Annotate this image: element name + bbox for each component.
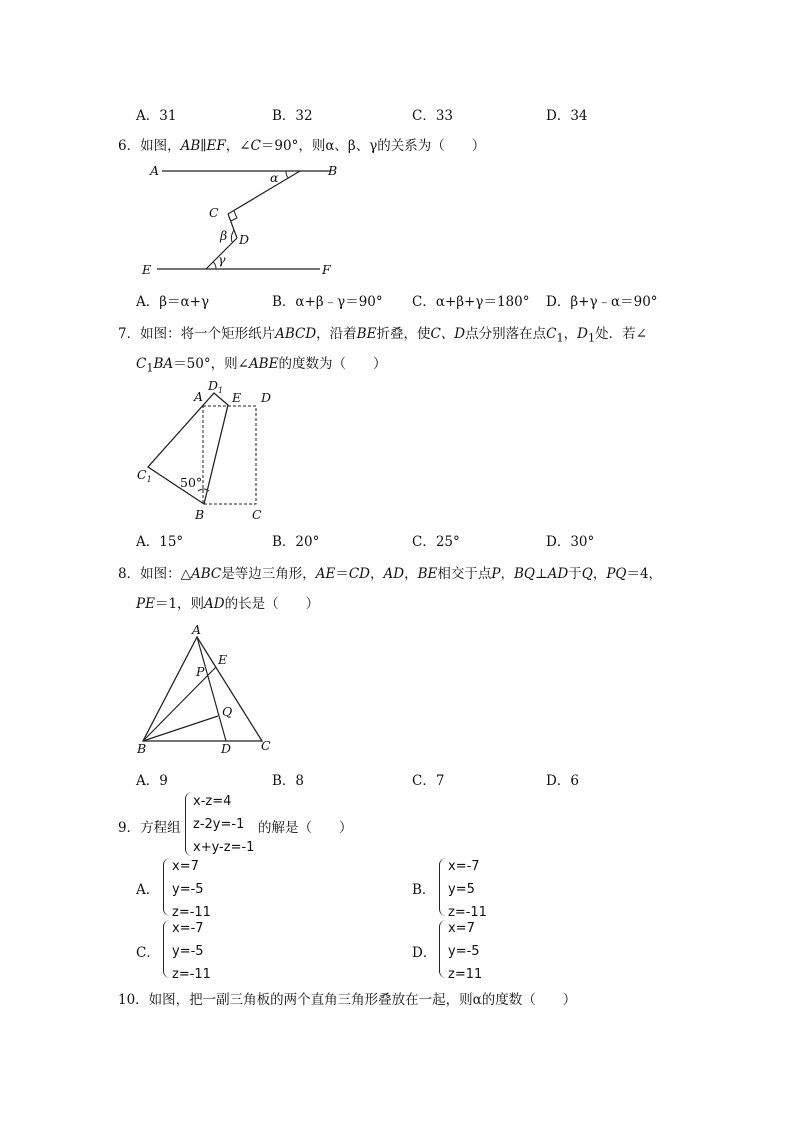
q7-label-angle: 50° (180, 475, 203, 490)
q8-stem-line1 (118, 562, 662, 582)
q8-text: ＝4， (626, 566, 663, 582)
q8-label-a: A (192, 622, 202, 637)
q9-option-b-y: y=5 (448, 882, 475, 897)
q8-text: ⊥ (534, 566, 548, 582)
q9-eq-2: z-2y=-1 (193, 817, 245, 832)
q6-right-angle-mark (231, 211, 237, 221)
q7-label-e: E (232, 390, 242, 405)
q8-label-p: P (196, 664, 205, 679)
q9-option-a-y: y=-5 (172, 882, 204, 897)
q8-be: BE (417, 566, 438, 582)
q8-text: 相交于点 (437, 566, 492, 582)
q8-label-q: Q (222, 704, 233, 719)
q9-eq-1: x-z=4 (193, 794, 232, 809)
q8-text: 于 (568, 566, 582, 582)
q9-option-a-x: x=7 (172, 859, 199, 874)
q9-option-b-x: x=-7 (448, 859, 480, 874)
q7-figure (130, 375, 290, 525)
q8-text: ＝1，则 (154, 596, 205, 612)
q7-label-d1 (207, 378, 223, 395)
q7-text: ＝50°，则∠ (173, 356, 249, 372)
q7-sub: 1 (146, 361, 154, 375)
q6-figure (140, 160, 350, 280)
q8-text: 的长是（ ） (224, 596, 320, 612)
q9-option-d-label: D． (412, 945, 437, 961)
q8-label-b: B (137, 741, 147, 756)
q7-stem-line2 (136, 352, 386, 375)
q7-text: 折叠，使 (376, 326, 431, 342)
q6-parallel: AB∥EF (180, 138, 226, 154)
q8-ad: AD (204, 596, 225, 612)
q7-label-d1-sub: 1 (218, 386, 224, 395)
q8-label-d: D (221, 741, 232, 756)
q6-option-b: B．α+β﹣γ＝90° (272, 294, 383, 310)
q8-bq: BQ (513, 566, 535, 582)
q6-label-c: C (209, 205, 219, 220)
q8-ad: AD (383, 566, 405, 582)
q8-triangle-abc (143, 637, 262, 741)
q7-abcd: ABCD (275, 326, 317, 342)
q7-label-c1 (137, 467, 152, 484)
q7-text: 处．若∠ (595, 326, 647, 342)
q6-label-alpha: α (270, 170, 279, 185)
q7-sub: 1 (556, 331, 564, 345)
q7-rect-abcd (203, 406, 256, 504)
q9-option-c-brace (163, 920, 170, 978)
q8-text: ＝ (335, 566, 349, 582)
q7-text: 点分别落在点 (465, 326, 547, 342)
q5-option-b: B．32 (272, 108, 313, 124)
q7-option-d: D．30° (546, 534, 595, 550)
q5-option-d: D．34 (546, 108, 588, 124)
q7-abe: ABE (248, 356, 279, 372)
q7-label-c: C (252, 507, 262, 522)
q9-option-a-brace (163, 858, 170, 916)
q9-option-c-label: C． (136, 945, 160, 961)
q9-option-d-y: y=-5 (448, 944, 480, 959)
q8-abc: ABC (190, 566, 222, 582)
q7-label-d1-letter: D (208, 378, 219, 393)
q7-sub: 1 (587, 331, 596, 345)
q8-option-d: D．6 (546, 773, 579, 789)
q9-option-b-label: B． (412, 882, 436, 898)
q9-option-d-z: z=11 (448, 967, 483, 982)
q6-prefix: 6．如图， (118, 138, 181, 154)
q8-pe: PE (136, 596, 155, 612)
q8-label-e: E (218, 652, 228, 667)
q7-stem-line1 (118, 322, 647, 345)
q8-text: ， (500, 566, 514, 582)
q8-option-a: A．9 (136, 773, 168, 789)
q8-label-c: C (261, 738, 271, 753)
q7-option-c: C．25° (412, 534, 460, 550)
q8-figure (134, 620, 284, 760)
q9-option-b-brace (439, 858, 446, 916)
q8-ae: AE (315, 566, 336, 582)
q7-text: 的度数为（ ） (278, 356, 387, 372)
q6-label-d: D (239, 232, 250, 247)
q10-stem: 10．如图，把一副三角板的两个直角三角形叠放在一起，则α的度数（ ） (118, 992, 577, 1008)
q6-option-a: A．β＝α+γ (136, 294, 210, 310)
q8-text: ， (404, 566, 418, 582)
q7-label-b: B (195, 507, 205, 522)
q8-text: 是等边三角形， (221, 566, 316, 582)
q8-text: ， (370, 566, 384, 582)
q9-prefix: 9．方程组 (118, 820, 181, 836)
q7-text: ， (563, 326, 578, 342)
q8-stem-line2 (136, 592, 319, 612)
q6-label-f: F (322, 262, 331, 277)
q9-option-a-label: A． (136, 882, 160, 898)
q6-option-d: D．β+γ﹣α＝90° (546, 294, 658, 310)
q9-option-c-y: y=-5 (172, 944, 204, 959)
q7-label-d: D (261, 390, 272, 405)
q7-c1: C (546, 326, 557, 342)
q7-label-c1-letter: C (137, 467, 147, 482)
q9-option-d-x: x=7 (448, 921, 475, 936)
q8-q: Q (581, 566, 593, 582)
q8-text: 8．如图：△ (118, 566, 191, 582)
q6-beta-arc (231, 230, 234, 242)
q7-cd: C、D (430, 326, 466, 342)
q9-option-c-z: z=-11 (172, 967, 211, 982)
q6-option-c: C．α+β+γ＝180° (412, 294, 530, 310)
q8-option-b: B．8 (272, 773, 305, 789)
q6-label-b: B (328, 163, 338, 178)
q9-option-a-system (172, 855, 211, 924)
q6-gamma-arc (213, 262, 216, 269)
q6-label-e: E (142, 262, 152, 277)
q7-text: 7．如图：将一个矩形纸片 (118, 326, 276, 342)
q6-label-beta: β (220, 228, 228, 243)
q8-seg-be (143, 667, 216, 741)
q6-sep: ， (225, 138, 240, 154)
q9-option-b-system (448, 855, 487, 924)
q9-option-d-system (448, 917, 482, 986)
q6-tail: ＝90°，则α、β、γ的关系为（ ） (260, 138, 486, 154)
q6-seg-ac (228, 171, 300, 214)
q9-option-d-brace (439, 920, 446, 978)
q5-option-c: C．33 (412, 108, 454, 124)
q7-option-a: A．15° (136, 534, 184, 550)
q7-option-b: B．20° (272, 534, 320, 550)
q9-eq-3: x+y-z=-1 (193, 840, 255, 855)
q7-label-a: A (194, 389, 204, 404)
q7-label-c1-sub: 1 (146, 475, 152, 484)
q9-system-brace (185, 792, 192, 856)
q6-seg-cd (228, 214, 237, 238)
q7-be: BE (356, 326, 377, 342)
q8-option-c: C．7 (412, 773, 445, 789)
q9-system (193, 790, 254, 859)
q5-option-a: A．31 (136, 108, 177, 124)
q9-option-a-z: z=-11 (172, 905, 211, 920)
q9-option-b-z: z=-11 (448, 905, 487, 920)
q7-d1: D (577, 326, 588, 342)
q9-option-c-x: x=-7 (172, 921, 204, 936)
q7-c1: C (136, 356, 147, 372)
q6-alpha-arc (286, 171, 289, 178)
q8-text: ， (592, 566, 607, 582)
q9-option-c-system (172, 917, 211, 986)
q6-label-gamma: γ (218, 252, 226, 267)
q8-p: P (491, 566, 501, 582)
q6-stem (118, 134, 485, 154)
q7-text: ，沿着 (316, 326, 357, 342)
q6-angle-c: ∠C (239, 138, 261, 154)
q9-suffix: 的解是（ ） (258, 820, 353, 836)
q8-cd: CD (348, 566, 370, 582)
q7-ba: BA (153, 356, 174, 372)
q8-pq: PQ (606, 566, 627, 582)
q8-ad: AD (547, 566, 569, 582)
q6-label-a: A (150, 163, 160, 178)
